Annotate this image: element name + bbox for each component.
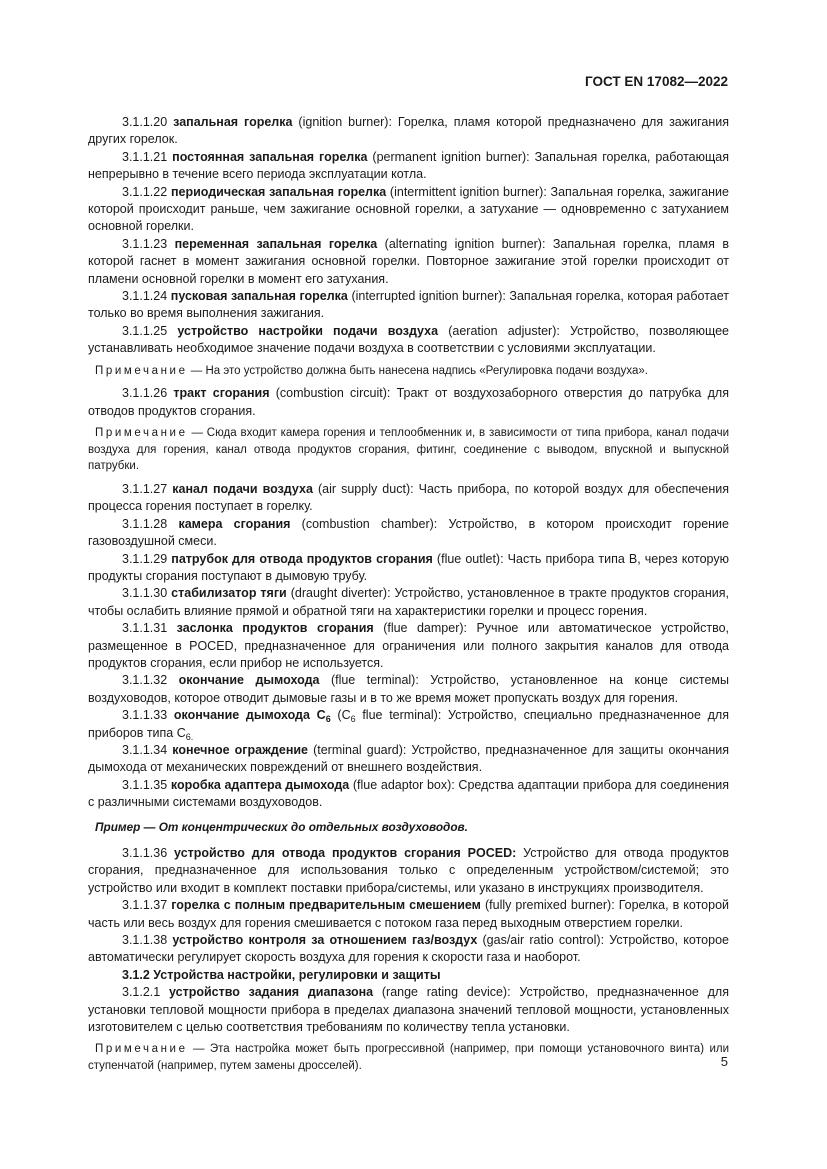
term-entry: 3.1.1.31 заслонка продуктов сгорания (flue damper): Ручное или автоматическое устройство, размещенное в POCED, предназначенное для ограничения или полного закрытия каналов для отвода продуктов сгорания, если прибор не используется. (88, 621, 729, 670)
note: Примечание — На это устройство должна быть нанесена надпись «Регулировка подачи воздуха». (95, 364, 649, 377)
note: Примечание — Сюда входит камера горения и теплообменник и, в зависимости от типа прибора, канал подачи воздуха для горения, канал отвода продуктов сгорания, фитинг, соединение с выводом, впускной и выпускной патрубки. (88, 427, 729, 473)
term-entry: 3.1.1.34 конечное ограждение (terminal guard): Устройство, предназначенное для защиты окончания дымохода от механических повреждений от внешнего воздействия. (88, 742, 729, 775)
term-entry: 3.1.1.20 запальная горелка (ignition burner): Горелка, пламя которой предназначено для зажигания других горелок. (88, 115, 729, 147)
term-entry: 3.1.1.36 устройство для отвода продуктов сгорания POCED: Устройство для отвода продуктов сгорания, предназначенное для использования только с определенным устройством/системой; это устройство или входит в комплект поставки прибора/системы, или указано в инструкциях производителя. (88, 846, 729, 895)
term-entry: 3.1.1.26 тракт сгорания (combustion circuit): Тракт от воздухозаборного отверстия до патрубка для отводов продуктов сгорания. (88, 386, 729, 418)
note: Примечание — Эта настройка может быть прогрессивной (например, при помощи установочного винта) или ступенчатой (например, путем замены дросселей). (88, 1043, 729, 1073)
term-entry: 3.1.1.29 патрубок для отвода продуктов сгорания (flue outlet): Часть прибора типа В, через которую продукты сгорания поступают в дымовую трубу. (88, 551, 729, 583)
term-entry: 3.1.1.21 постоянная запальная горелка (permanent ignition burner): Запальная горелка, работающая непрерывно в течение всего периода эксплуатации котла. (88, 149, 729, 182)
term-entry: 3.1.1.30 стабилизатор тяги (draught diverter): Устройство, установленное в тракте продуктов сгорания, чтобы ослабить влияние прямой и обратной тяги на характеристики горелки и процесс горения. (88, 586, 729, 618)
section-heading: 3.1.2 Устройства настройки, регулировки и защиты (122, 967, 441, 982)
document-body (88, 114, 729, 1081)
term-entry: 3.1.1.38 устройство контроля за отношением газ/воздух (gas/air ratio control): Устройство, которое автоматически регулирует скорость воздуха для горения к скорости газа и наоборот. (88, 933, 729, 965)
document-header: ГОСТ EN 17082—2022 (585, 74, 728, 89)
term-entry: 3.1.1.35 коробка адаптера дымохода (flue adaptor box): Средства адаптации прибора для соединения с различными системами воздуховодов. (88, 777, 730, 810)
term-entry: 3.1.1.22 периодическая запальная горелка (intermittent ignition burner): Запальная горелка, зажигание которой происходит раньше, чем зажигание основной горелки, а затухание — одновременно с затуханием основной горелки. (88, 184, 729, 234)
term-entry: 3.1.1.37 горелка с полным предварительным смешением (fully premixed burner): Горелка, в которой часть или весь воздух для горения смешивается с потоком газа перед выходным отверстием горелки. (88, 898, 729, 930)
term-entry: 3.1.1.24 пусковая запальная горелка (interrupted ignition burner): Запальная горелка, которая работает только во время выполнения зажигания. (88, 289, 729, 321)
term-entry: 3.1.1.28 камера сгорания (combustion chamber): Устройство, в котором происходит горение газовоздушной смеси. (88, 516, 729, 549)
term-entry: 3.1.1.33 окончание дымохода $C_6$ ($C_6$ flue terminal): Устройство, специально предназначенное для приборов типа $C_{6.}$ (88, 708, 729, 742)
term-entry: 3.1.1.23 переменная запальная горелка (alternating ignition burner): Запальная горелка, пламя в которой гаснет в момент зажигания основной горелки. Повторное зажигание этой горелки происходит от пламени основной горелки в момент его затухания. (88, 236, 729, 286)
term-entry: 3.1.1.32 окончание дымохода (flue terminal): Устройство, установленное на конце системы воздуховодов, которое отводит дымовые газы и в то же время может пропускать воздух для горения. (88, 673, 729, 705)
page-number: 5 (720, 1054, 728, 1069)
term-entry: 3.1.1.27 канал подачи воздуха (air supply duct): Часть прибора, по которой воздух для обеспечения процесса горения поступает в горелку. (88, 481, 729, 514)
example: Пример — От концентрических до отдельных воздуховодов. (95, 819, 468, 834)
term-entry: 3.1.2.1 устройство задания диапазона (range rating device): Устройство, предназначенное для установки тепловой мощности прибора в пределах диапазона значений тепловой мощности, установленных изготовителем с целью соответствия требованиям по количеству тепла установки. (88, 985, 729, 1035)
term-entry: 3.1.1.25 устройство настройки подачи воздуха (aeration adjuster): Устройство, позволяющее устанавливать необходимое значение подачи воздуха в соответствии с условиями эксплуатации. (88, 323, 729, 356)
